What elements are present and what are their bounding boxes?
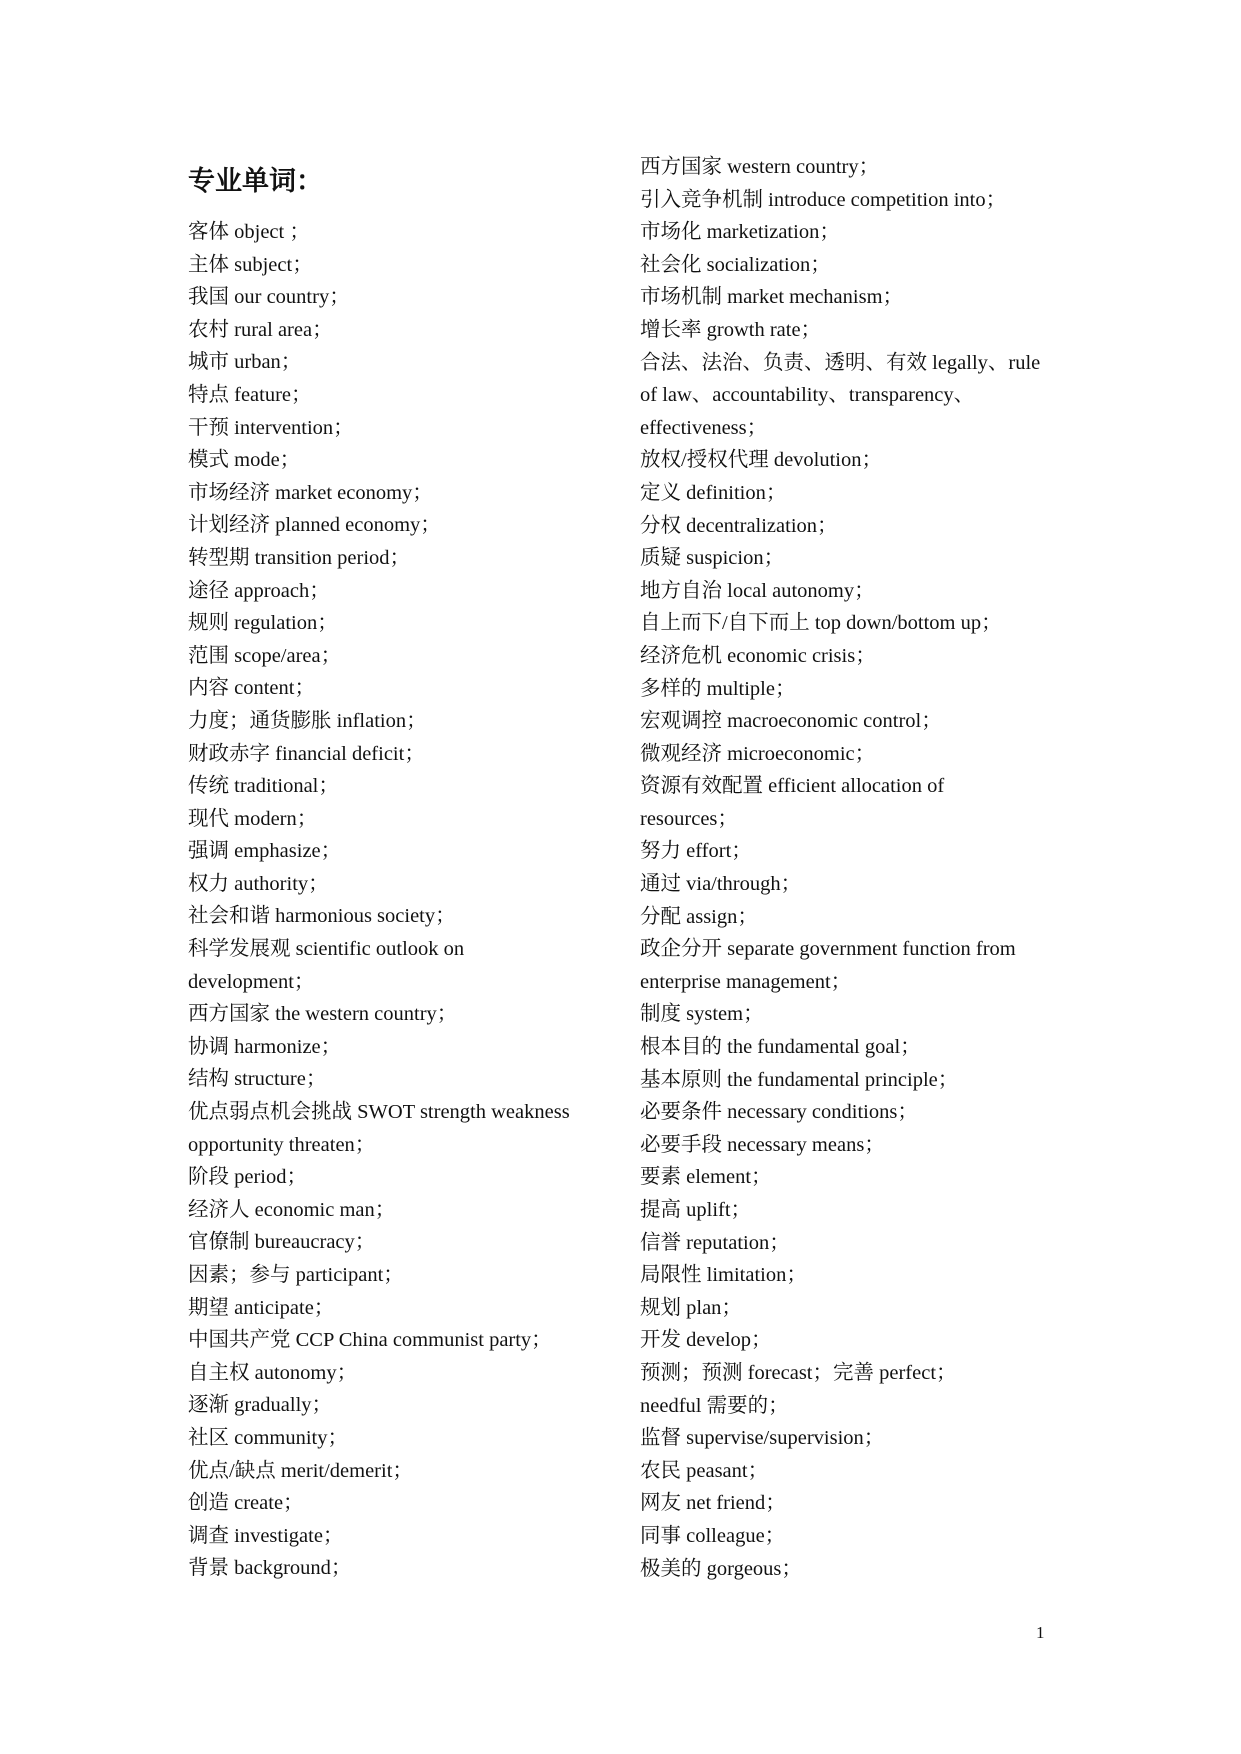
vocab-entry: 官僚制 bureaucracy；: [188, 1231, 376, 1254]
vocab-entry: 开发 develop；: [640, 1329, 772, 1352]
vocab-entry: 期望 anticipate；: [188, 1296, 335, 1319]
vocab-entry: 社会化 socialization；: [640, 253, 831, 276]
vocab-entry: 农民 peasant；: [640, 1459, 769, 1482]
vocab-entry: 经济人 economic man；: [188, 1198, 396, 1221]
vocab-entry: 社会和谐 harmonious society；: [188, 905, 456, 928]
vocab-entry: 制度 system；: [640, 1003, 764, 1026]
left-column: [188, 216, 608, 1585]
vocab-entry: 特点 feature；: [188, 383, 312, 406]
vocab-entry: 我国 our country；: [188, 286, 350, 309]
vocab-entry: 分权 decentralization；: [640, 514, 838, 537]
vocab-entry: 市场经济 market economy；: [188, 481, 433, 504]
vocab-entry: 局限性 limitation；: [640, 1264, 807, 1287]
vocab-entry: 预测；预测 forecast；完善 perfect；: [640, 1361, 957, 1384]
vocab-entry: needful 需要的；: [640, 1394, 789, 1417]
vocab-entry: 自主权 autonomy；: [188, 1361, 358, 1384]
vocab-entry: 努力 effort；: [640, 840, 752, 863]
vocab-entry: 增长率 growth rate；: [640, 318, 822, 341]
vocab-entry: 协调 harmonize；: [188, 1035, 342, 1058]
vocab-entry: 微观经济 microeconomic；: [640, 742, 876, 765]
vocab-entry: 宏观调控 macroeconomic control；: [640, 710, 942, 733]
vocab-entry: 主体 subject；: [188, 253, 313, 276]
vocab-entry: 信誉 reputation；: [640, 1231, 790, 1254]
vocab-entry: 农村 rural area；: [188, 318, 333, 341]
vocab-entry: 监督 supervise/supervision；: [640, 1427, 885, 1450]
vocab-entry: 网友 net friend；: [640, 1492, 786, 1515]
vocab-entry: 同事 colleague；: [640, 1524, 786, 1547]
vocab-entry: 定义 definition；: [640, 481, 787, 504]
vocab-entry: 途径 approach；: [188, 579, 330, 602]
page-number: 1: [1036, 1623, 1045, 1642]
vocab-entry: 西方国家 western country；: [640, 156, 880, 178]
vocab-entry: opportunity threaten；: [188, 1133, 376, 1156]
vocab-entry: 转型期 transition period；: [188, 546, 411, 569]
vocab-entry: 客体 object ；: [188, 221, 310, 243]
vocab-entry: 结构 structure；: [188, 1068, 327, 1091]
vocab-entry: 强调 emphasize；: [188, 840, 342, 863]
vocab-entry: 中国共产党 CCP China communist party；: [188, 1329, 552, 1352]
vocab-entry: 根本目的 the fundamental goal；: [640, 1036, 921, 1059]
vocab-entry: 现代 modern；: [188, 807, 318, 830]
vocab-entry: 分配 assign；: [640, 905, 758, 928]
vocab-entry: 引入竞争机制 introduce competition into；: [640, 188, 1007, 211]
vocab-entry: resources；: [640, 807, 738, 830]
vocab-entry: 财政赤字 financial deficit；: [188, 742, 425, 765]
vocab-entry: 城市 urban；: [188, 351, 302, 374]
vocab-entry: 计划经济 planned economy；: [188, 514, 441, 537]
vocab-entry: 多样的 multiple；: [640, 677, 796, 700]
vocab-entry: 规则 regulation；: [188, 612, 338, 635]
vocab-entry: 社区 community；: [188, 1426, 349, 1449]
vocab-entry: effectiveness；: [640, 416, 768, 439]
vocab-entry: 优点弱点机会挑战 SWOT strength weakness: [188, 1101, 570, 1124]
vocab-entry: 科学发展观 scientific outlook on: [188, 938, 465, 961]
vocab-entry: 自上而下/自下而上 top down/bottom up；: [640, 612, 1002, 635]
vocab-entry: 要素 element；: [640, 1166, 772, 1189]
vocab-entry: 提高 uplift；: [640, 1199, 752, 1221]
vocab-entry: 政企分开 separate government function from: [640, 938, 1016, 961]
vocab-entry: 创造 create；: [188, 1492, 304, 1515]
vocab-entry: 必要手段 necessary means；: [640, 1133, 885, 1156]
vocab-entry: enterprise management；: [640, 970, 852, 993]
vocab-entry: 权力 authority；: [188, 872, 329, 895]
vocab-entry: 资源有效配置 efficient allocation of: [640, 775, 945, 798]
vocab-entry: 传统 traditional；: [188, 775, 339, 798]
vocab-entry: 因素；参与 participant；: [188, 1264, 404, 1286]
vocab-entry: 内容 content；: [188, 677, 315, 700]
vocab-entry: 基本原则 the fundamental principle；: [640, 1068, 959, 1091]
vocab-entry: 调查 investigate；: [188, 1524, 344, 1547]
right-column: [640, 151, 1060, 1585]
vocab-entry: 质疑 suspicion；: [640, 547, 785, 570]
vocab-entry: 规划 plan；: [640, 1296, 742, 1319]
vocab-entry: 阶段 period；: [188, 1166, 307, 1189]
page-heading: 专业单词：: [188, 166, 323, 196]
vocab-entry: 西方国家 the western country；: [188, 1003, 458, 1026]
vocab-entry: 背景 background；: [188, 1557, 352, 1580]
vocab-entry: 必要条件 necessary conditions；: [640, 1101, 918, 1124]
vocab-entry: 优点/缺点 merit/demerit；: [188, 1459, 413, 1482]
vocab-entry: 放权/授权代理 devolution；: [640, 449, 883, 472]
vocab-entry: 合法、法治、负责、透明、有效 legally、rule: [640, 351, 1041, 374]
vocab-entry: 经济危机 economic crisis；: [640, 644, 876, 667]
vocab-entry: 逐渐 gradually；: [188, 1394, 333, 1417]
vocab-entry: 力度；通货膨胀 inflation；: [188, 709, 427, 732]
vocab-entry: development；: [188, 970, 315, 993]
vocab-entry: 地方自治 local autonomy；: [640, 579, 875, 602]
vocab-entry: of law、accountability、transparency、: [640, 384, 975, 407]
vocab-entry: 范围 scope/area；: [188, 644, 342, 667]
vocab-entry: 干预 intervention；: [188, 416, 354, 439]
vocab-entry: 模式 mode；: [188, 449, 301, 472]
vocab-entry: 通过 via/through；: [640, 873, 802, 896]
vocab-entry: 极美的 gorgeous；: [640, 1557, 802, 1580]
vocab-entry: 市场机制 market mechanism；: [640, 286, 904, 309]
vocab-entry: 市场化 marketization；: [640, 221, 840, 244]
